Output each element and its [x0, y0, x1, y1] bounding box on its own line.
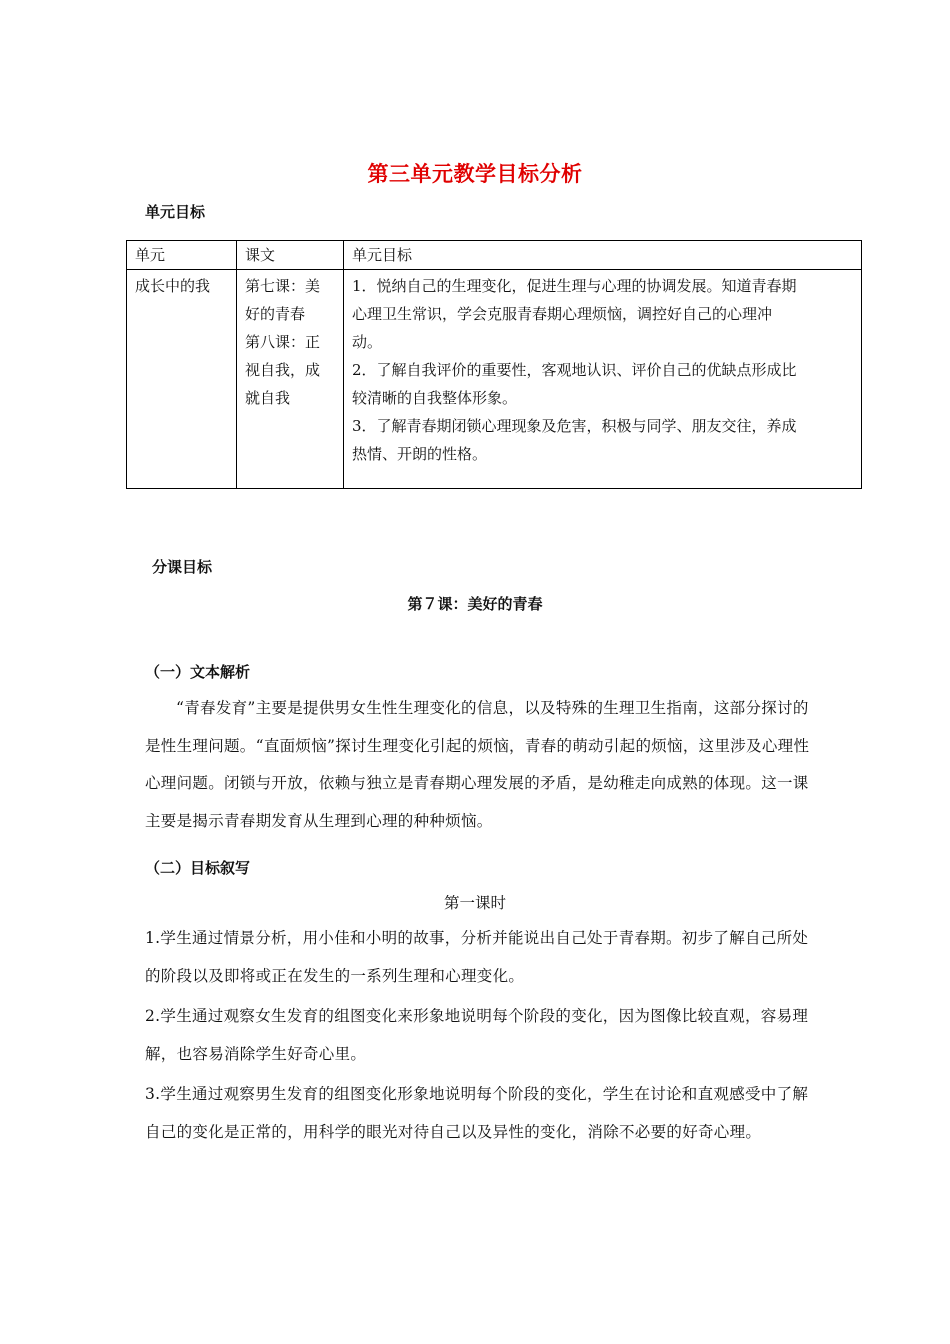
- unit-goal-2: 2．了解自我评价的重要性，客观地认识、评价自己的优缺点形成比 较清晰的自我整体形象。: [352, 361, 797, 407]
- lesson-goals-heading: 分课目标: [152, 558, 213, 576]
- objectives-heading: （二）目标叙写: [145, 859, 251, 877]
- unit-goal-3: 3．了解青春期闭锁心理现象及危害，积极与同学、朋友交往，养成 热情、开朗的性格。: [352, 417, 797, 463]
- objective-item-1: 1.学生通过情景分析，用小佳和小明的故事，分析并能说出自己处于青春期。初步了解自己所处的阶段以及即将或正在发生的一系列生理和心理变化。: [145, 929, 809, 985]
- document-title: 第三单元教学目标分析: [367, 162, 583, 186]
- period-label: 第一课时: [443, 894, 506, 912]
- cell-lessons: 第七课：美 好的青春 第八课：正 视自我，成 就自我: [237, 270, 344, 489]
- header-goals: 单元目标: [344, 241, 862, 270]
- text-analysis-heading: （一）文本解析: [145, 663, 251, 681]
- unit-goal-1: 1．悦纳自己的生理变化，促进生理与心理的协调发展。知道青春期 心理卫生常识，学会克服青春期心理烦恼，调控好自己的心理冲 动。: [352, 277, 797, 351]
- lesson-title: 第７课：美好的青春: [407, 595, 543, 613]
- table-header-row: [127, 241, 862, 270]
- unit-goals-table: [126, 240, 862, 489]
- header-unit: 单元: [127, 241, 237, 270]
- header-lesson: 课文: [237, 241, 344, 270]
- cell-goals: [344, 270, 862, 489]
- text-analysis-paragraph: “青春发育”主要是提供男女生性生理变化的信息，以及特殊的生理卫生指南，这部分探讨的是性生理问题。“直面烦恼”探讨生理变化引起的烦恼，青春的萌动引起的烦恼，这里涉及心理性心理问题。闭锁与开放，依赖与独立是青春期心理发展的矛盾，是幼稚走向成熟的体现。这一课主要是揭示青春期发育从生理到心理的种种烦恼。: [145, 699, 810, 830]
- objective-item-3: 3.学生通过观察男生发育的组图变化形象地说明每个阶段的变化，学生在讨论和直观感受中了解自己的变化是正常的，用科学的眼光对待自己以及异性的变化，消除不必要的好奇心理。: [145, 1085, 809, 1141]
- table-row: [127, 270, 862, 489]
- cell-unit: 成长中的我: [127, 270, 237, 489]
- objective-item-2: 2.学生通过观察女生发育的组图变化来形象地说明每个阶段的变化，因为图像比较直观，容易理解，也容易消除学生好奇心里。: [145, 1007, 809, 1063]
- unit-goals-heading: 单元目标: [145, 203, 206, 221]
